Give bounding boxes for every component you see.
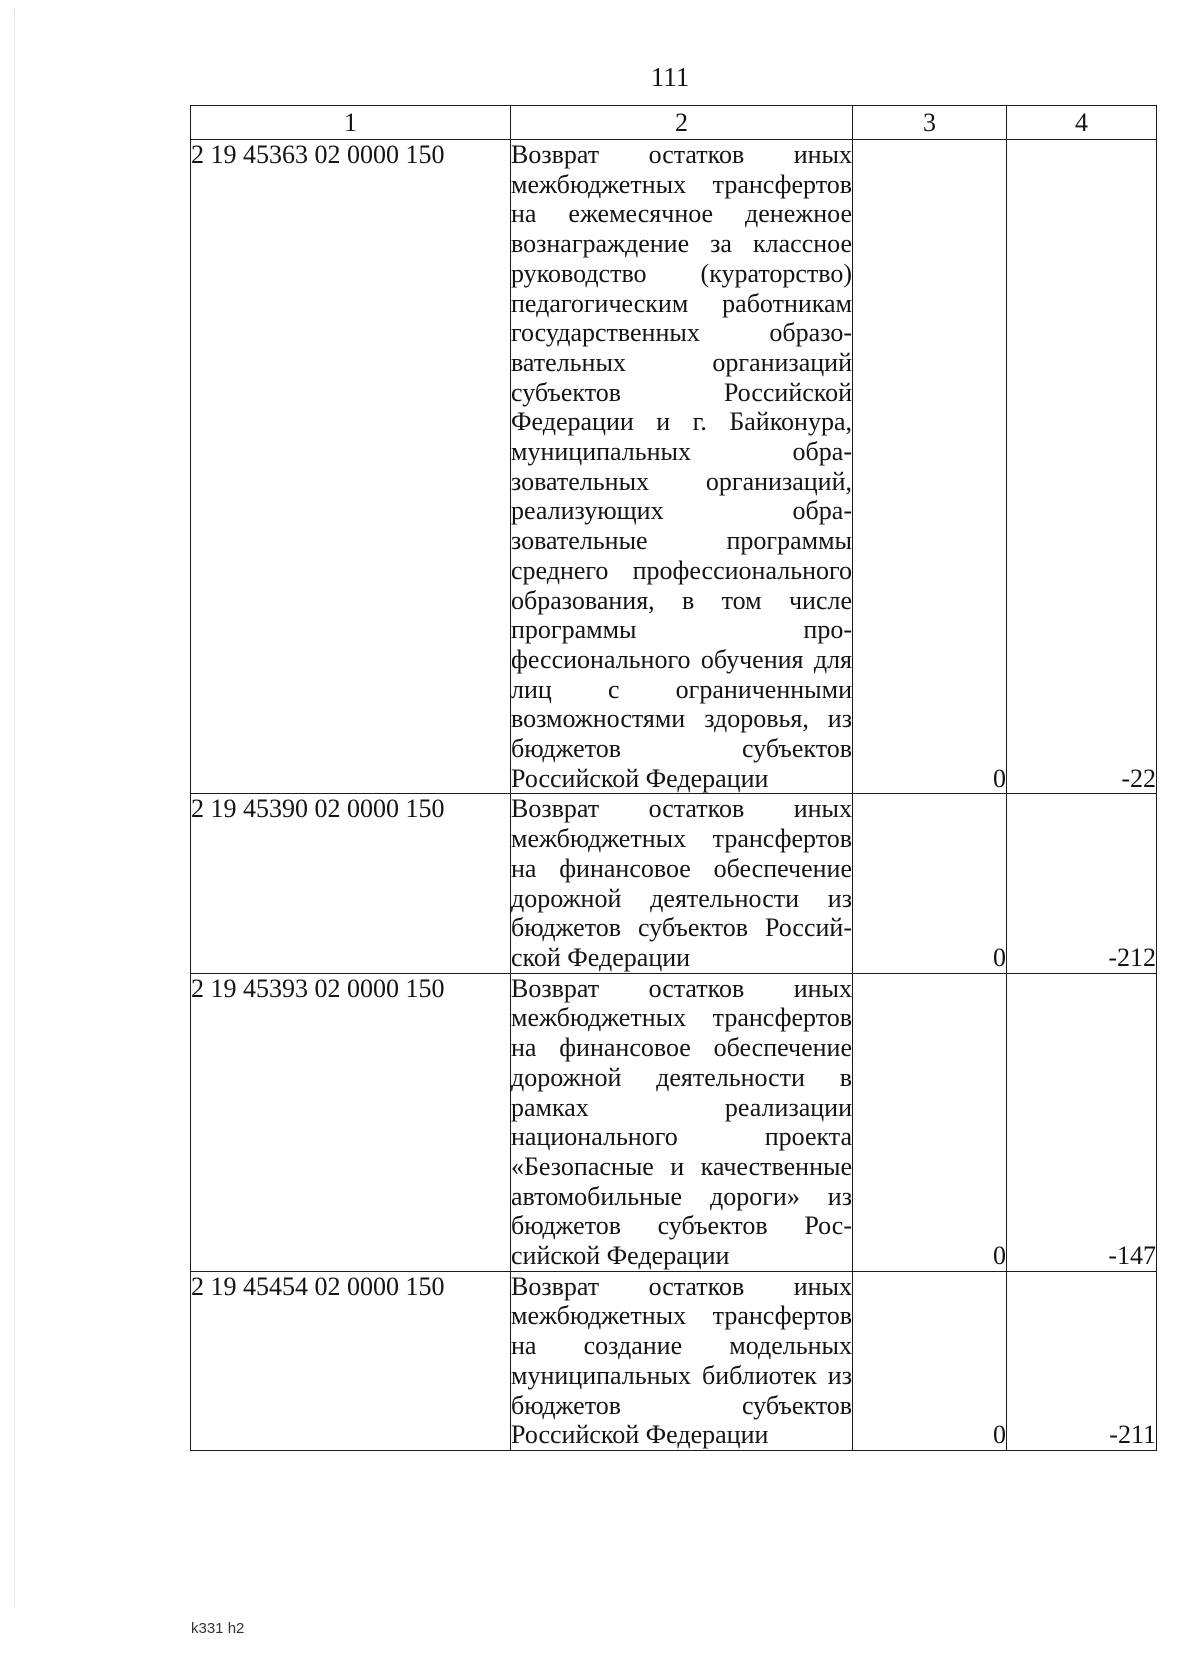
budget-code: 2 19 45454 02 0000 150 bbox=[191, 1271, 511, 1450]
table-row bbox=[191, 794, 1157, 973]
value-col-4: -22 bbox=[1007, 140, 1157, 794]
value-col-4: -147 bbox=[1007, 973, 1157, 1271]
budget-code: 2 19 45390 02 0000 150 bbox=[191, 794, 511, 973]
budget-code: 2 19 45393 02 0000 150 bbox=[191, 973, 511, 1271]
table-body bbox=[191, 140, 1157, 1451]
value-col-4: -212 bbox=[1007, 794, 1157, 973]
header-col-4: 4 bbox=[1007, 106, 1157, 140]
footer-document-code: k331 h2 bbox=[191, 1620, 245, 1637]
value-col-3: 0 bbox=[853, 973, 1007, 1271]
table-row bbox=[191, 140, 1157, 794]
header-col-3: 3 bbox=[853, 106, 1007, 140]
table-header bbox=[191, 106, 1157, 140]
header-col-1: 1 bbox=[191, 106, 511, 140]
value-col-4: -211 bbox=[1007, 1271, 1157, 1450]
table-row bbox=[191, 1271, 1157, 1450]
header-col-2: 2 bbox=[511, 106, 853, 140]
page-number: 111 bbox=[650, 62, 690, 92]
row-description: Возврат остатков иных межбюджетных трансфертов на финансовое обеспечение дорожной деятельности в рамках реализации национального проекта «Безопасные и качественные автомобильные дороги» из бюджетов субъектов Российской Федерации bbox=[511, 973, 852, 1271]
table-row bbox=[191, 973, 1157, 1271]
budget-table bbox=[190, 105, 1157, 1451]
scan-edge-artifact bbox=[14, 8, 17, 1608]
row-description: Возврат остатков иных межбюджетных трансфертов на создание модельных муниципальных библиотек из бюджетов субъектов Российской Федерации bbox=[511, 1271, 852, 1450]
budget-code: 2 19 45363 02 0000 150 bbox=[191, 140, 511, 794]
value-col-3: 0 bbox=[853, 1271, 1007, 1450]
row-description: Возврат остатков иных межбюджетных трансфертов на ежемесячное денежное вознаграждение за классное руководство (кураторство) педагогическим работникам государственных образовательных организаций субъектов Российской Федерации и г. Байконура, муниципальных образовательных организаций, реализующих образовательные программы среднего профессионального образования, в том числе программы профессионального обучения для лиц с ограниченными возможностями здоровья, из бюджетов субъектов Российской Федерации bbox=[511, 140, 852, 793]
value-col-3: 0 bbox=[853, 794, 1007, 973]
header-row bbox=[191, 106, 1157, 140]
value-col-3: 0 bbox=[853, 140, 1007, 794]
row-description: Возврат остатков иных межбюджетных трансфертов на финансовое обеспечение дорожной деятельности из бюджетов субъектов Российской Федерации bbox=[511, 794, 852, 972]
